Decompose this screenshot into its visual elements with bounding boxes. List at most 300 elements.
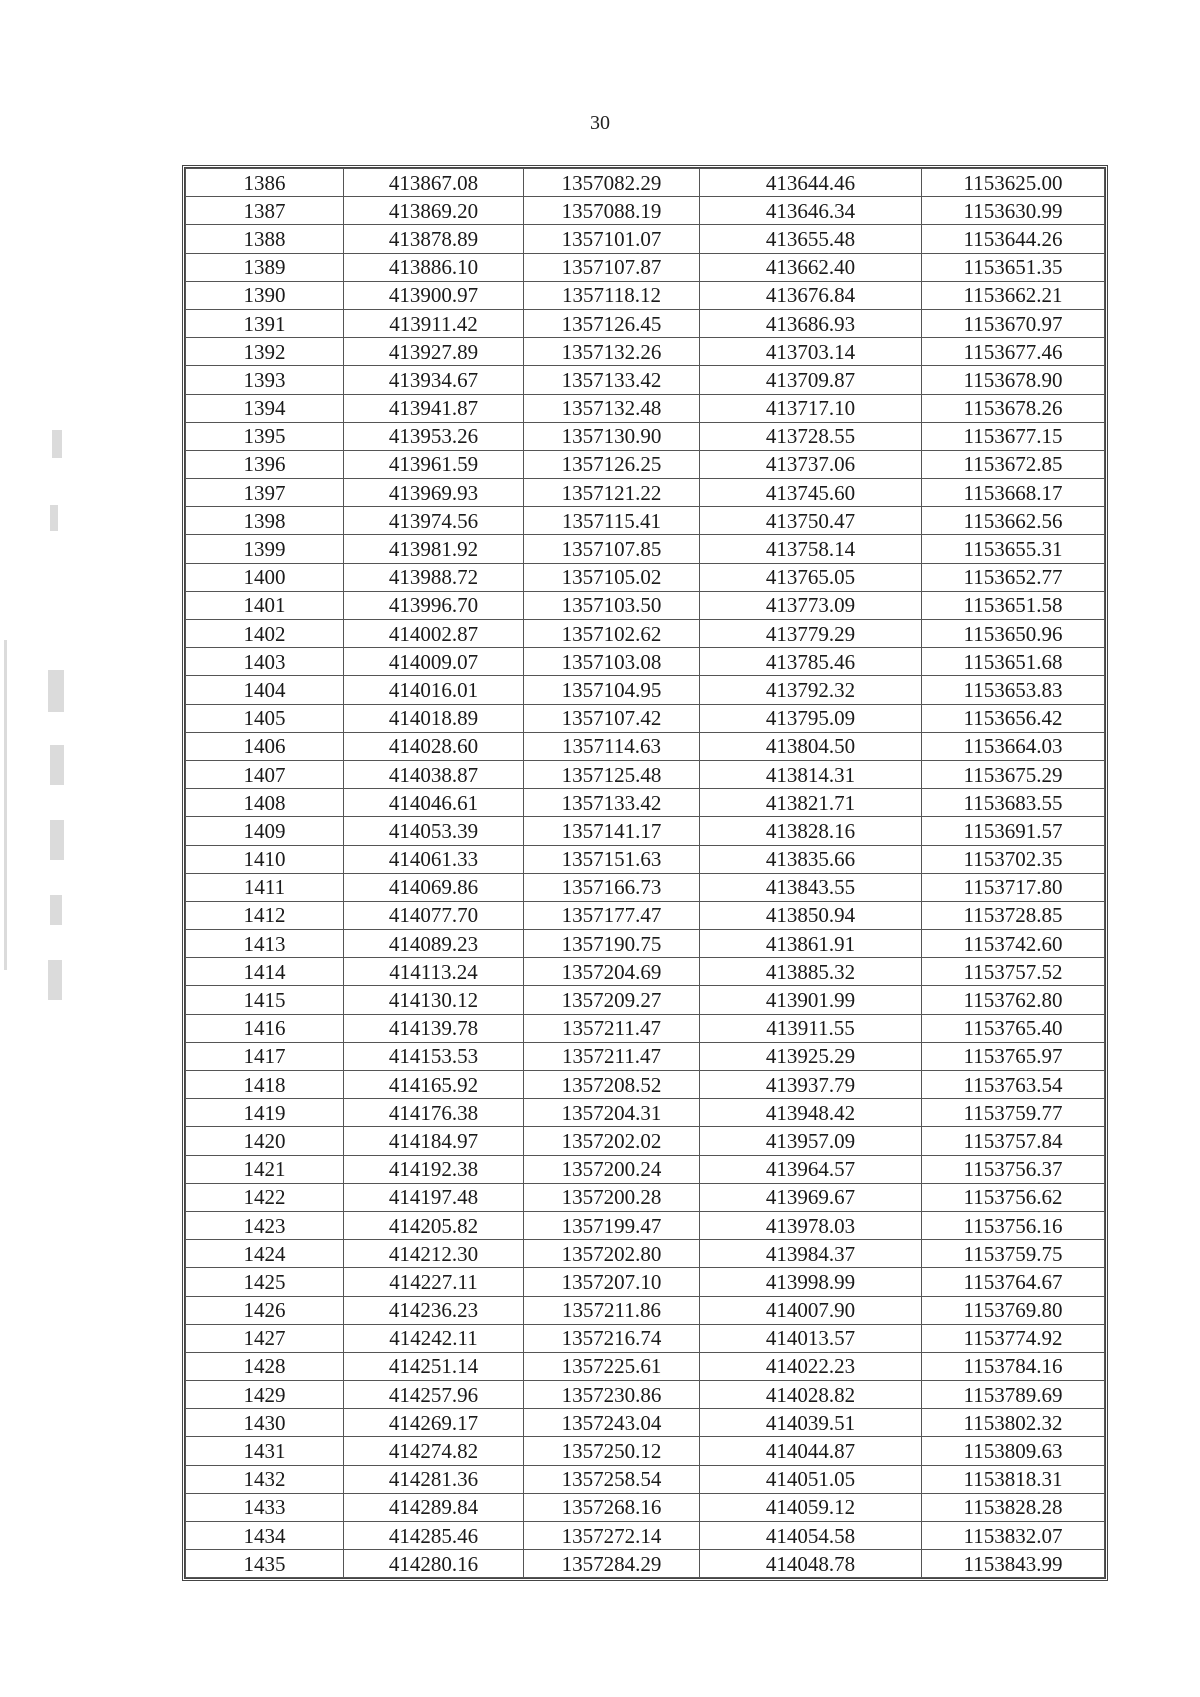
point-id-cell: 1420 xyxy=(186,1127,344,1155)
point-id-cell: 1435 xyxy=(186,1550,344,1578)
x2-cell: 413850.94 xyxy=(700,901,922,929)
table-row xyxy=(186,648,1105,676)
x1-cell: 414130.12 xyxy=(344,986,524,1014)
table-row xyxy=(186,1042,1105,1070)
y2-cell: 1153651.58 xyxy=(922,591,1105,619)
point-id-cell: 1403 xyxy=(186,648,344,676)
y1-cell: 1357284.29 xyxy=(524,1550,700,1578)
point-id-cell: 1390 xyxy=(186,281,344,309)
table-row xyxy=(186,1352,1105,1380)
y1-cell: 1357151.63 xyxy=(524,845,700,873)
y1-cell: 1357190.75 xyxy=(524,930,700,958)
table-row xyxy=(186,732,1105,760)
x1-cell: 413953.26 xyxy=(344,422,524,450)
x1-cell: 414077.70 xyxy=(344,901,524,929)
y2-cell: 1153625.00 xyxy=(922,169,1105,197)
point-id-cell: 1405 xyxy=(186,704,344,732)
y1-cell: 1357202.80 xyxy=(524,1240,700,1268)
table-row xyxy=(186,591,1105,619)
y2-cell: 1153769.80 xyxy=(922,1296,1105,1324)
x2-cell: 414028.82 xyxy=(700,1381,922,1409)
table-row xyxy=(186,1071,1105,1099)
y1-cell: 1357216.74 xyxy=(524,1324,700,1352)
y2-cell: 1153789.69 xyxy=(922,1381,1105,1409)
x2-cell: 413662.40 xyxy=(700,253,922,281)
x1-cell: 413867.08 xyxy=(344,169,524,197)
table-row xyxy=(186,1211,1105,1239)
point-id-cell: 1413 xyxy=(186,930,344,958)
table-row xyxy=(186,1437,1105,1465)
table-row xyxy=(186,450,1105,478)
x1-cell: 413981.92 xyxy=(344,535,524,563)
table-row xyxy=(186,1268,1105,1296)
point-id-cell: 1395 xyxy=(186,422,344,450)
y2-cell: 1153717.80 xyxy=(922,873,1105,901)
x2-cell: 413885.32 xyxy=(700,958,922,986)
y1-cell: 1357125.48 xyxy=(524,760,700,788)
y2-cell: 1153756.62 xyxy=(922,1183,1105,1211)
x2-cell: 413737.06 xyxy=(700,450,922,478)
x1-cell: 414280.16 xyxy=(344,1550,524,1578)
page-number: 30 xyxy=(590,112,610,134)
x2-cell: 414007.90 xyxy=(700,1296,922,1324)
x1-cell: 413969.93 xyxy=(344,479,524,507)
y1-cell: 1357258.54 xyxy=(524,1465,700,1493)
point-id-cell: 1397 xyxy=(186,479,344,507)
y2-cell: 1153762.80 xyxy=(922,986,1105,1014)
table-row xyxy=(186,535,1105,563)
y2-cell: 1153652.77 xyxy=(922,563,1105,591)
x1-cell: 414176.38 xyxy=(344,1099,524,1127)
scan-artifact xyxy=(50,745,64,785)
y1-cell: 1357268.16 xyxy=(524,1493,700,1521)
scan-artifact xyxy=(52,430,62,458)
x2-cell: 414039.51 xyxy=(700,1409,922,1437)
x1-cell: 413934.67 xyxy=(344,366,524,394)
y1-cell: 1357133.42 xyxy=(524,789,700,817)
table-row xyxy=(186,394,1105,422)
x1-cell: 414227.11 xyxy=(344,1268,524,1296)
table-row xyxy=(186,704,1105,732)
y1-cell: 1357211.86 xyxy=(524,1296,700,1324)
x2-cell: 413821.71 xyxy=(700,789,922,817)
x2-cell: 414013.57 xyxy=(700,1324,922,1352)
point-id-cell: 1418 xyxy=(186,1071,344,1099)
scan-artifact xyxy=(4,640,7,970)
table-row xyxy=(186,620,1105,648)
x1-cell: 413886.10 xyxy=(344,253,524,281)
y1-cell: 1357132.48 xyxy=(524,394,700,422)
y1-cell: 1357133.42 xyxy=(524,366,700,394)
y1-cell: 1357105.02 xyxy=(524,563,700,591)
point-id-cell: 1396 xyxy=(186,450,344,478)
x2-cell: 413901.99 xyxy=(700,986,922,1014)
x1-cell: 414053.39 xyxy=(344,817,524,845)
table-row xyxy=(186,1155,1105,1183)
y2-cell: 1153757.52 xyxy=(922,958,1105,986)
x2-cell: 413964.57 xyxy=(700,1155,922,1183)
y2-cell: 1153672.85 xyxy=(922,450,1105,478)
x1-cell: 414038.87 xyxy=(344,760,524,788)
x1-cell: 413974.56 xyxy=(344,507,524,535)
x1-cell: 414251.14 xyxy=(344,1352,524,1380)
table-row xyxy=(186,958,1105,986)
x2-cell: 413717.10 xyxy=(700,394,922,422)
y2-cell: 1153656.42 xyxy=(922,704,1105,732)
x2-cell: 413937.79 xyxy=(700,1071,922,1099)
y1-cell: 1357211.47 xyxy=(524,1042,700,1070)
x2-cell: 414044.87 xyxy=(700,1437,922,1465)
x1-cell: 414153.53 xyxy=(344,1042,524,1070)
point-id-cell: 1398 xyxy=(186,507,344,535)
y1-cell: 1357104.95 xyxy=(524,676,700,704)
x1-cell: 414018.89 xyxy=(344,704,524,732)
x2-cell: 413779.29 xyxy=(700,620,922,648)
point-id-cell: 1428 xyxy=(186,1352,344,1380)
y1-cell: 1357088.19 xyxy=(524,197,700,225)
x2-cell: 413998.99 xyxy=(700,1268,922,1296)
y1-cell: 1357103.08 xyxy=(524,648,700,676)
table-row xyxy=(186,479,1105,507)
x1-cell: 414089.23 xyxy=(344,930,524,958)
y1-cell: 1357126.45 xyxy=(524,309,700,337)
x2-cell: 413957.09 xyxy=(700,1127,922,1155)
x1-cell: 413996.70 xyxy=(344,591,524,619)
point-id-cell: 1387 xyxy=(186,197,344,225)
y2-cell: 1153644.26 xyxy=(922,225,1105,253)
point-id-cell: 1406 xyxy=(186,732,344,760)
point-id-cell: 1416 xyxy=(186,1014,344,1042)
x1-cell: 414212.30 xyxy=(344,1240,524,1268)
x2-cell: 413795.09 xyxy=(700,704,922,732)
x1-cell: 413961.59 xyxy=(344,450,524,478)
point-id-cell: 1394 xyxy=(186,394,344,422)
x1-cell: 414269.17 xyxy=(344,1409,524,1437)
y1-cell: 1357166.73 xyxy=(524,873,700,901)
table-row xyxy=(186,986,1105,1014)
x2-cell: 413835.66 xyxy=(700,845,922,873)
y2-cell: 1153809.63 xyxy=(922,1437,1105,1465)
y1-cell: 1357126.25 xyxy=(524,450,700,478)
x2-cell: 414059.12 xyxy=(700,1493,922,1521)
x2-cell: 413758.14 xyxy=(700,535,922,563)
point-id-cell: 1417 xyxy=(186,1042,344,1070)
x2-cell: 413785.46 xyxy=(700,648,922,676)
table-row xyxy=(186,676,1105,704)
scan-artifact xyxy=(50,505,58,531)
y1-cell: 1357200.28 xyxy=(524,1183,700,1211)
point-id-cell: 1422 xyxy=(186,1183,344,1211)
point-id-cell: 1426 xyxy=(186,1296,344,1324)
y2-cell: 1153691.57 xyxy=(922,817,1105,845)
x1-cell: 414236.23 xyxy=(344,1296,524,1324)
point-id-cell: 1427 xyxy=(186,1324,344,1352)
x1-cell: 414184.97 xyxy=(344,1127,524,1155)
table-row xyxy=(186,1381,1105,1409)
x2-cell: 413709.87 xyxy=(700,366,922,394)
point-id-cell: 1404 xyxy=(186,676,344,704)
table-row xyxy=(186,253,1105,281)
point-id-cell: 1386 xyxy=(186,169,344,197)
x2-cell: 414048.78 xyxy=(700,1550,922,1578)
point-id-cell: 1431 xyxy=(186,1437,344,1465)
x2-cell: 413676.84 xyxy=(700,281,922,309)
point-id-cell: 1414 xyxy=(186,958,344,986)
y1-cell: 1357103.50 xyxy=(524,591,700,619)
scan-artifact xyxy=(48,960,62,1000)
x2-cell: 413792.32 xyxy=(700,676,922,704)
y2-cell: 1153670.97 xyxy=(922,309,1105,337)
table-row xyxy=(186,1240,1105,1268)
y2-cell: 1153662.56 xyxy=(922,507,1105,535)
y1-cell: 1357107.85 xyxy=(524,535,700,563)
y1-cell: 1357132.26 xyxy=(524,338,700,366)
table-row xyxy=(186,1550,1105,1578)
table-row xyxy=(186,422,1105,450)
point-id-cell: 1429 xyxy=(186,1381,344,1409)
y2-cell: 1153675.29 xyxy=(922,760,1105,788)
table-row xyxy=(186,1183,1105,1211)
table-row xyxy=(186,789,1105,817)
y1-cell: 1357204.31 xyxy=(524,1099,700,1127)
table-row xyxy=(186,845,1105,873)
y2-cell: 1153765.40 xyxy=(922,1014,1105,1042)
x1-cell: 414257.96 xyxy=(344,1381,524,1409)
table-row xyxy=(186,225,1105,253)
y2-cell: 1153802.32 xyxy=(922,1409,1105,1437)
scan-artifact xyxy=(50,895,62,925)
point-id-cell: 1412 xyxy=(186,901,344,929)
point-id-cell: 1392 xyxy=(186,338,344,366)
y1-cell: 1357250.12 xyxy=(524,1437,700,1465)
x1-cell: 414285.46 xyxy=(344,1522,524,1550)
y1-cell: 1357114.63 xyxy=(524,732,700,760)
y2-cell: 1153774.92 xyxy=(922,1324,1105,1352)
y1-cell: 1357230.86 xyxy=(524,1381,700,1409)
y1-cell: 1357200.24 xyxy=(524,1155,700,1183)
y1-cell: 1357107.87 xyxy=(524,253,700,281)
x2-cell: 413765.05 xyxy=(700,563,922,591)
x2-cell: 413969.67 xyxy=(700,1183,922,1211)
table-row xyxy=(186,563,1105,591)
x2-cell: 413814.31 xyxy=(700,760,922,788)
x2-cell: 414051.05 xyxy=(700,1465,922,1493)
x1-cell: 414069.86 xyxy=(344,873,524,901)
y2-cell: 1153630.99 xyxy=(922,197,1105,225)
point-id-cell: 1407 xyxy=(186,760,344,788)
point-id-cell: 1425 xyxy=(186,1268,344,1296)
point-id-cell: 1388 xyxy=(186,225,344,253)
y2-cell: 1153756.37 xyxy=(922,1155,1105,1183)
point-id-cell: 1393 xyxy=(186,366,344,394)
x2-cell: 413911.55 xyxy=(700,1014,922,1042)
table-row xyxy=(186,281,1105,309)
x2-cell: 413686.93 xyxy=(700,309,922,337)
y1-cell: 1357211.47 xyxy=(524,1014,700,1042)
y2-cell: 1153728.85 xyxy=(922,901,1105,929)
scan-artifact xyxy=(50,820,64,860)
table-row xyxy=(186,760,1105,788)
coordinate-table xyxy=(185,168,1105,1578)
y2-cell: 1153653.83 xyxy=(922,676,1105,704)
y1-cell: 1357177.47 xyxy=(524,901,700,929)
x1-cell: 413927.89 xyxy=(344,338,524,366)
y2-cell: 1153678.90 xyxy=(922,366,1105,394)
table-row xyxy=(186,817,1105,845)
coordinate-table-body xyxy=(186,169,1105,1578)
x1-cell: 413869.20 xyxy=(344,197,524,225)
y1-cell: 1357121.22 xyxy=(524,479,700,507)
table-row xyxy=(186,197,1105,225)
y2-cell: 1153664.03 xyxy=(922,732,1105,760)
y2-cell: 1153677.15 xyxy=(922,422,1105,450)
x1-cell: 414046.61 xyxy=(344,789,524,817)
table-row xyxy=(186,1296,1105,1324)
x1-cell: 414281.36 xyxy=(344,1465,524,1493)
y1-cell: 1357101.07 xyxy=(524,225,700,253)
point-id-cell: 1419 xyxy=(186,1099,344,1127)
x1-cell: 414009.07 xyxy=(344,648,524,676)
point-id-cell: 1424 xyxy=(186,1240,344,1268)
x2-cell: 413773.09 xyxy=(700,591,922,619)
table-row xyxy=(186,1127,1105,1155)
y1-cell: 1357204.69 xyxy=(524,958,700,986)
y2-cell: 1153759.77 xyxy=(922,1099,1105,1127)
table-row xyxy=(186,169,1105,197)
point-id-cell: 1432 xyxy=(186,1465,344,1493)
y2-cell: 1153757.84 xyxy=(922,1127,1105,1155)
y2-cell: 1153818.31 xyxy=(922,1465,1105,1493)
scan-artifact xyxy=(48,670,64,712)
y1-cell: 1357130.90 xyxy=(524,422,700,450)
table-row xyxy=(186,1522,1105,1550)
x2-cell: 413728.55 xyxy=(700,422,922,450)
table-row xyxy=(186,1409,1105,1437)
x1-cell: 413988.72 xyxy=(344,563,524,591)
table-row xyxy=(186,930,1105,958)
table-row xyxy=(186,1099,1105,1127)
y2-cell: 1153832.07 xyxy=(922,1522,1105,1550)
y2-cell: 1153651.68 xyxy=(922,648,1105,676)
y1-cell: 1357207.10 xyxy=(524,1268,700,1296)
x2-cell: 413644.46 xyxy=(700,169,922,197)
x2-cell: 414054.58 xyxy=(700,1522,922,1550)
x1-cell: 414028.60 xyxy=(344,732,524,760)
y1-cell: 1357107.42 xyxy=(524,704,700,732)
point-id-cell: 1421 xyxy=(186,1155,344,1183)
x2-cell: 413978.03 xyxy=(700,1211,922,1239)
x1-cell: 414165.92 xyxy=(344,1071,524,1099)
y1-cell: 1357115.41 xyxy=(524,507,700,535)
x1-cell: 414192.38 xyxy=(344,1155,524,1183)
y1-cell: 1357141.17 xyxy=(524,817,700,845)
table-row xyxy=(186,873,1105,901)
point-id-cell: 1433 xyxy=(186,1493,344,1521)
y2-cell: 1153756.16 xyxy=(922,1211,1105,1239)
x1-cell: 414197.48 xyxy=(344,1183,524,1211)
y1-cell: 1357208.52 xyxy=(524,1071,700,1099)
y1-cell: 1357225.61 xyxy=(524,1352,700,1380)
table-row xyxy=(186,901,1105,929)
y2-cell: 1153764.67 xyxy=(922,1268,1105,1296)
y2-cell: 1153651.35 xyxy=(922,253,1105,281)
x1-cell: 414002.87 xyxy=(344,620,524,648)
x1-cell: 413941.87 xyxy=(344,394,524,422)
point-id-cell: 1391 xyxy=(186,309,344,337)
x1-cell: 414061.33 xyxy=(344,845,524,873)
x2-cell: 414022.23 xyxy=(700,1352,922,1380)
y2-cell: 1153765.97 xyxy=(922,1042,1105,1070)
y1-cell: 1357102.62 xyxy=(524,620,700,648)
y2-cell: 1153702.35 xyxy=(922,845,1105,873)
table-row xyxy=(186,1014,1105,1042)
y2-cell: 1153828.28 xyxy=(922,1493,1105,1521)
x1-cell: 414242.11 xyxy=(344,1324,524,1352)
point-id-cell: 1389 xyxy=(186,253,344,281)
x2-cell: 413750.47 xyxy=(700,507,922,535)
y1-cell: 1357199.47 xyxy=(524,1211,700,1239)
point-id-cell: 1410 xyxy=(186,845,344,873)
table-row xyxy=(186,1465,1105,1493)
y1-cell: 1357243.04 xyxy=(524,1409,700,1437)
y2-cell: 1153668.17 xyxy=(922,479,1105,507)
x2-cell: 413655.48 xyxy=(700,225,922,253)
point-id-cell: 1434 xyxy=(186,1522,344,1550)
point-id-cell: 1415 xyxy=(186,986,344,1014)
y2-cell: 1153677.46 xyxy=(922,338,1105,366)
x2-cell: 413804.50 xyxy=(700,732,922,760)
table-row xyxy=(186,1493,1105,1521)
x2-cell: 413843.55 xyxy=(700,873,922,901)
y2-cell: 1153742.60 xyxy=(922,930,1105,958)
y2-cell: 1153784.16 xyxy=(922,1352,1105,1380)
y2-cell: 1153650.96 xyxy=(922,620,1105,648)
x2-cell: 413861.91 xyxy=(700,930,922,958)
y2-cell: 1153678.26 xyxy=(922,394,1105,422)
y2-cell: 1153655.31 xyxy=(922,535,1105,563)
point-id-cell: 1402 xyxy=(186,620,344,648)
point-id-cell: 1401 xyxy=(186,591,344,619)
point-id-cell: 1411 xyxy=(186,873,344,901)
y1-cell: 1357209.27 xyxy=(524,986,700,1014)
point-id-cell: 1423 xyxy=(186,1211,344,1239)
x1-cell: 413911.42 xyxy=(344,309,524,337)
y1-cell: 1357272.14 xyxy=(524,1522,700,1550)
table-row xyxy=(186,1324,1105,1352)
x1-cell: 414139.78 xyxy=(344,1014,524,1042)
x2-cell: 413703.14 xyxy=(700,338,922,366)
y2-cell: 1153763.54 xyxy=(922,1071,1105,1099)
y2-cell: 1153843.99 xyxy=(922,1550,1105,1578)
x1-cell: 414274.82 xyxy=(344,1437,524,1465)
x1-cell: 414205.82 xyxy=(344,1211,524,1239)
y2-cell: 1153759.75 xyxy=(922,1240,1105,1268)
point-id-cell: 1400 xyxy=(186,563,344,591)
y1-cell: 1357118.12 xyxy=(524,281,700,309)
x2-cell: 413745.60 xyxy=(700,479,922,507)
x2-cell: 413646.34 xyxy=(700,197,922,225)
y2-cell: 1153662.21 xyxy=(922,281,1105,309)
point-id-cell: 1409 xyxy=(186,817,344,845)
x2-cell: 413948.42 xyxy=(700,1099,922,1127)
point-id-cell: 1430 xyxy=(186,1409,344,1437)
x1-cell: 414113.24 xyxy=(344,958,524,986)
table-row xyxy=(186,507,1105,535)
x1-cell: 414289.84 xyxy=(344,1493,524,1521)
coordinate-table-frame xyxy=(182,165,1108,1581)
table-row xyxy=(186,366,1105,394)
x1-cell: 414016.01 xyxy=(344,676,524,704)
